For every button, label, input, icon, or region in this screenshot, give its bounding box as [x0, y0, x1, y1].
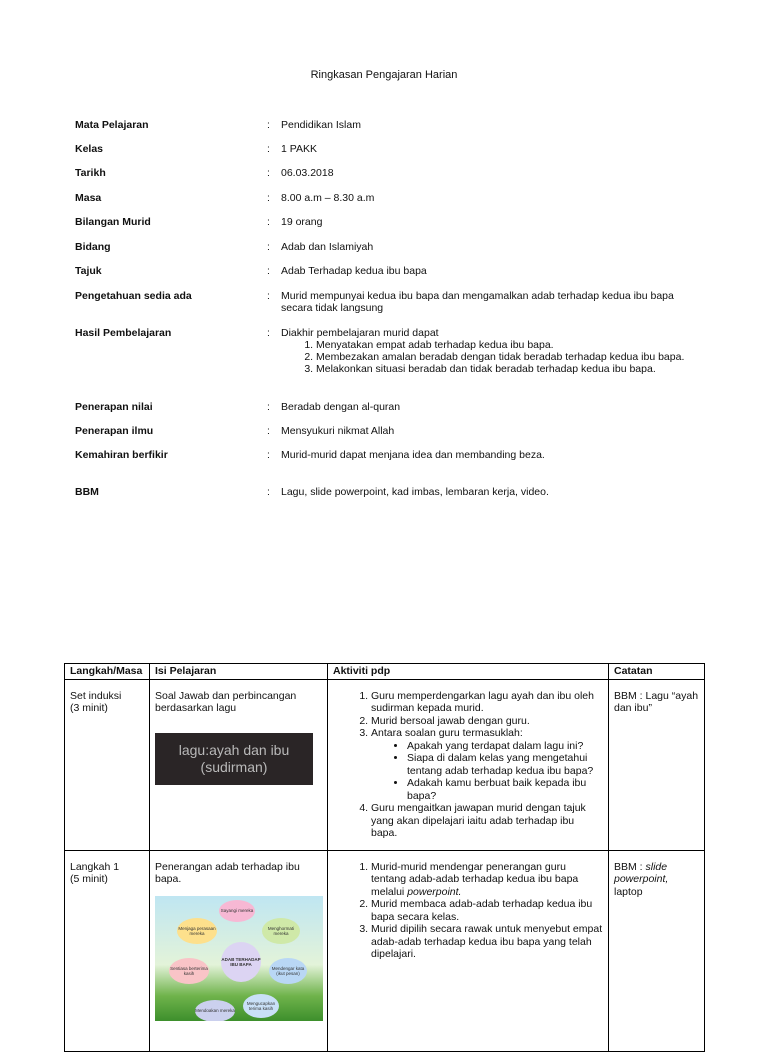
list-item: • Adakah kamu berbuat baik kepada ibu bapa? [407, 777, 603, 802]
info-colon: : [267, 241, 270, 253]
diagram-bubble: Mendoakan mereka [195, 1000, 235, 1021]
info-label: Mata Pelajaran [75, 119, 149, 131]
info-value: Murid-murid dapat menjana idea dan membanding beza. [281, 449, 545, 461]
info-value [281, 327, 691, 375]
note-cell: BBM : Lagu “ayah dan ibu” [609, 679, 705, 850]
activity-list [333, 690, 603, 840]
content-text: Soal Jawab dan perbincangan berdasarkan lagu [155, 689, 297, 714]
step-time: (5 minit) [70, 873, 108, 885]
info-label: Kemahiran berfikir [75, 449, 168, 461]
step-name: Set induksi [70, 689, 122, 702]
list-item-text: Murid-murid mendengar penerangan guru tentang adab-adab terhadap kedua ibu bapa melalui [371, 860, 579, 898]
info-colon: : [267, 327, 270, 339]
info-value: Adab Terhadap kedua ibu bapa [281, 265, 427, 277]
list-item: 2. Murid bersoal jawab dengan guru. [371, 715, 603, 728]
list-item [371, 861, 603, 899]
list-item: 2. Membezakan amalan beradab dengan tidak beradab terhadap kedua ibu bapa. [316, 351, 691, 363]
column-header: Isi Pelajaran [150, 664, 328, 680]
list-item-emphasis: powerpoint. [407, 885, 462, 898]
table-row [65, 679, 705, 850]
activity-list [333, 861, 603, 961]
info-colon: : [267, 449, 270, 461]
info-label: Tarikh [75, 167, 106, 179]
diagram-bubble: Sayangi mereka [219, 900, 255, 922]
note-text: BBM : [614, 860, 646, 873]
outcome-intro: Diakhir pembelajaran murid dapat [281, 327, 439, 339]
question-list [371, 740, 603, 803]
table-row [65, 850, 705, 1051]
diagram-bubble: Sentiasa berterima kasih [169, 958, 209, 984]
info-label: Bilangan Murid [75, 216, 151, 228]
diagram-bubble: Mendengar kata (ikut pesan) [269, 958, 307, 984]
activities-cell [328, 679, 609, 850]
info-colon: : [267, 265, 270, 277]
info-label: Bidang [75, 241, 111, 253]
info-value: Lagu, slide powerpoint, kad imbas, lembaran kerja, video. [281, 486, 549, 498]
info-value: Pendidikan Islam [281, 119, 361, 131]
info-value: 19 orang [281, 216, 323, 228]
song-image-line: (sudirman) [200, 758, 268, 775]
content-text: Penerangan adab terhadap ibu bapa. [155, 860, 300, 885]
info-colon: : [267, 401, 270, 413]
adab-diagram-image [155, 896, 323, 1021]
step-time: (3 minit) [70, 702, 108, 714]
info-value: Murid mempunyai kedua ibu bapa dan mengamalkan adab terhadap kedua ibu bapa secara tidak langsung [281, 290, 674, 314]
list-item: 1. Guru memperdengarkan lagu ayah dan ibu oleh sudirman kepada murid. [371, 690, 603, 715]
spacer [333, 961, 603, 1041]
info-colon: : [267, 143, 270, 155]
info-colon: : [267, 192, 270, 204]
diagram-bubble: Menghormati mereka [262, 918, 300, 944]
outcome-list [281, 339, 691, 375]
list-item-text: Antara soalan guru termasuklah: [371, 727, 523, 739]
info-value: Beradab dengan al-quran [281, 401, 401, 413]
song-title-image [155, 733, 313, 785]
info-label: Pengetahuan sedia ada [75, 290, 192, 302]
info-label: Tajuk [75, 265, 102, 277]
list-item: 3. Melakonkan situasi beradab dan tidak beradab terhadap kedua ibu bapa. [316, 363, 691, 375]
list-item: • Siapa di dalam kelas yang mengetahui tentang adab terhadap kedua ibu bapa? [407, 752, 603, 777]
column-header: Langkah/Masa [65, 664, 150, 680]
diagram-center-bubble: ADAB TERHADAP IBU BAPA [221, 942, 261, 982]
diagram-bubble: Menjaga perasaan mereka [177, 918, 217, 944]
info-colon: : [267, 486, 270, 498]
note-cell [609, 850, 705, 1051]
step-name: Langkah 1 [70, 860, 120, 873]
content-cell [150, 850, 328, 1051]
note-emphasis: slide powerpoint, [614, 860, 669, 885]
info-value: 06.03.2018 [281, 167, 334, 179]
list-item: • Apakah yang terdapat dalam lagu ini? [407, 740, 603, 753]
content-cell [150, 679, 328, 850]
step-cell [65, 850, 150, 1051]
lesson-table [64, 663, 705, 1052]
info-value: 1 PAKK [281, 143, 317, 155]
info-label: Kelas [75, 143, 104, 155]
list-item: 3. Murid dipilih secara rawak untuk menyebut empat adab-adab terhadap kedua ibu bapa yang telah dipelajari. [371, 923, 603, 961]
diagram-bubble: Mengucapkan terima kasih [243, 994, 279, 1018]
column-header: Aktiviti pdp [328, 664, 609, 680]
info-colon: : [267, 216, 270, 228]
table-header-row [65, 664, 705, 680]
info-label: Masa [75, 192, 102, 204]
page-title: Ringkasan Pengajaran Harian [310, 69, 458, 81]
list-item [371, 727, 603, 802]
list-item: 1. Menyatakan empat adab terhadap kedua ibu bapa. [316, 339, 691, 351]
info-label: Hasil Pembelajaran [75, 327, 172, 339]
info-label: Penerapan nilai [75, 401, 153, 413]
info-colon: : [267, 119, 270, 131]
note-text: laptop [614, 885, 643, 898]
info-value: Mensyukuri nikmat Allah [281, 425, 395, 437]
info-colon: : [267, 167, 270, 179]
info-value: Adab dan Islamiyah [281, 241, 374, 253]
step-cell [65, 679, 150, 850]
info-label: BBM [75, 486, 99, 498]
list-item: 4. Guru mengaitkan jawapan murid dengan tajuk yang akan dipelajari iaitu adab terhadap ibu bapa. [371, 802, 603, 840]
song-image-line: lagu:ayah dan ibu [178, 741, 290, 758]
info-value: 8.00 a.m – 8.30 a.m [281, 192, 375, 204]
activities-cell [328, 850, 609, 1051]
list-item: 2. Murid membaca adab-adab terhadap kedua ibu bapa secara kelas. [371, 898, 603, 923]
info-label: Penerapan ilmu [75, 425, 154, 437]
column-header: Catatan [609, 664, 705, 680]
info-colon: : [267, 290, 270, 302]
info-colon: : [267, 425, 270, 437]
